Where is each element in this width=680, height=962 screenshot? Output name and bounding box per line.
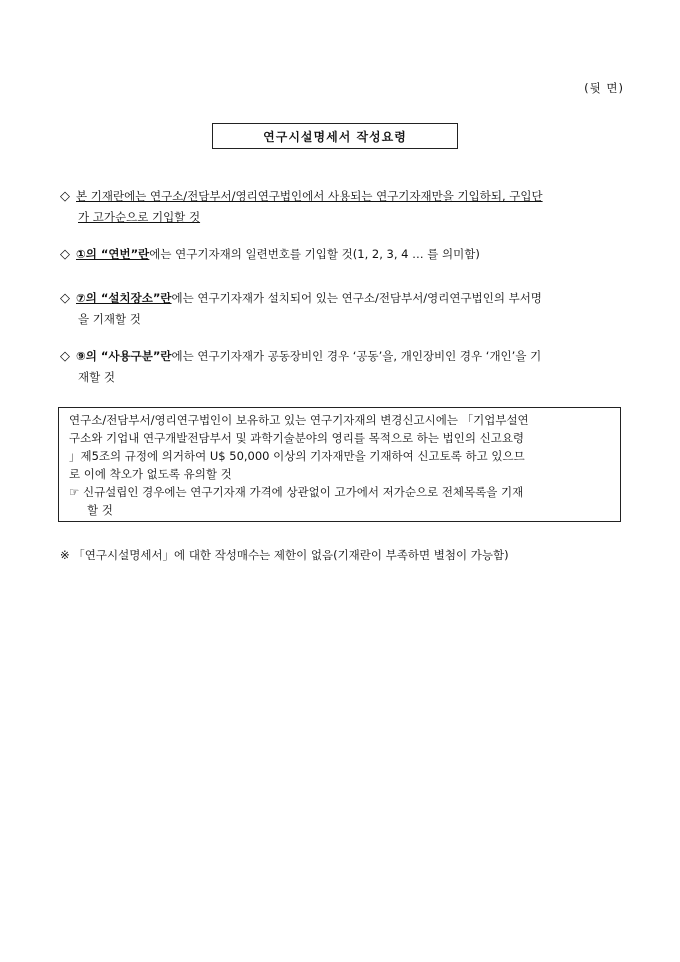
- notice-line: 로 이에 착오가 없도록 유의할 것: [69, 467, 232, 481]
- notice-line: 」제5조의 규정에 의거하여 U$ 50,000 이상의 기자재만을 기재하여 신고토록 하고 있으므: [69, 449, 525, 463]
- instruction-item-4: [60, 346, 625, 387]
- diamond-bullet-icon: ◇: [60, 349, 70, 364]
- page-side-label: (뒷 면): [584, 81, 624, 95]
- document-title: [212, 123, 458, 149]
- instruction-3-field: ⑦의 “설치장소”란: [76, 291, 172, 305]
- instruction-4-text: 에는 연구기자재가 공동장비인 경우 ‘공동’을, 개인장비인 경우 ‘개인’을 기: [171, 349, 542, 363]
- instruction-4-field: ⑨의 “사용구분”란: [76, 349, 172, 363]
- diamond-bullet-icon: ◇: [60, 247, 70, 262]
- instruction-item-2: [60, 244, 625, 265]
- instruction-4-line2: 재할 것: [78, 370, 115, 384]
- notice-sub-line-cont: 할 것: [87, 503, 113, 517]
- footnote: ※ 「연구시설명세서」에 대한 작성매수는 제한이 없음(기재란이 부족하면 별첨이 가능함): [60, 548, 509, 562]
- instruction-3-text: 에는 연구기자재가 설치되어 있는 연구소/전담부서/영리연구법인의 부서명: [171, 291, 542, 305]
- instruction-3-line2: 을 기재할 것: [78, 312, 141, 326]
- notice-line: 구소와 기업내 연구개발전담부서 및 과학기술분야의 영리를 목적으로 하는 법인의 신고요령: [69, 431, 525, 445]
- diamond-bullet-icon: ◇: [60, 291, 70, 306]
- instruction-1-line2: 가 고가순으로 기입할 것: [78, 210, 201, 224]
- instruction-1-line1: 본 기재란에는 연구소/전담부서/영리연구법인에서 사용되는 연구기자재만을 기입하되, 구입단: [76, 189, 543, 203]
- notice-box: [58, 407, 621, 522]
- diamond-bullet-icon: ◇: [60, 189, 70, 204]
- instruction-item-1: [60, 186, 625, 227]
- instruction-2-field: ①의 “연번”란: [76, 247, 150, 261]
- instruction-2-text: 에는 연구기자재의 일련번호를 기입할 것(1, 2, 3, 4 … 를 의미함): [149, 247, 480, 261]
- notice-line: 연구소/전담부서/영리연구법인이 보유하고 있는 연구기자재의 변경신고시에는 「기업부설연: [69, 413, 529, 427]
- notice-sub-line: ☞ 신규설립인 경우에는 연구기자재 가격에 상관없이 고가에서 저가순으로 전체목록을 기재: [69, 485, 524, 499]
- instruction-item-3: [60, 288, 625, 329]
- document-title-text: 연구시설명세서 작성요령: [263, 129, 407, 144]
